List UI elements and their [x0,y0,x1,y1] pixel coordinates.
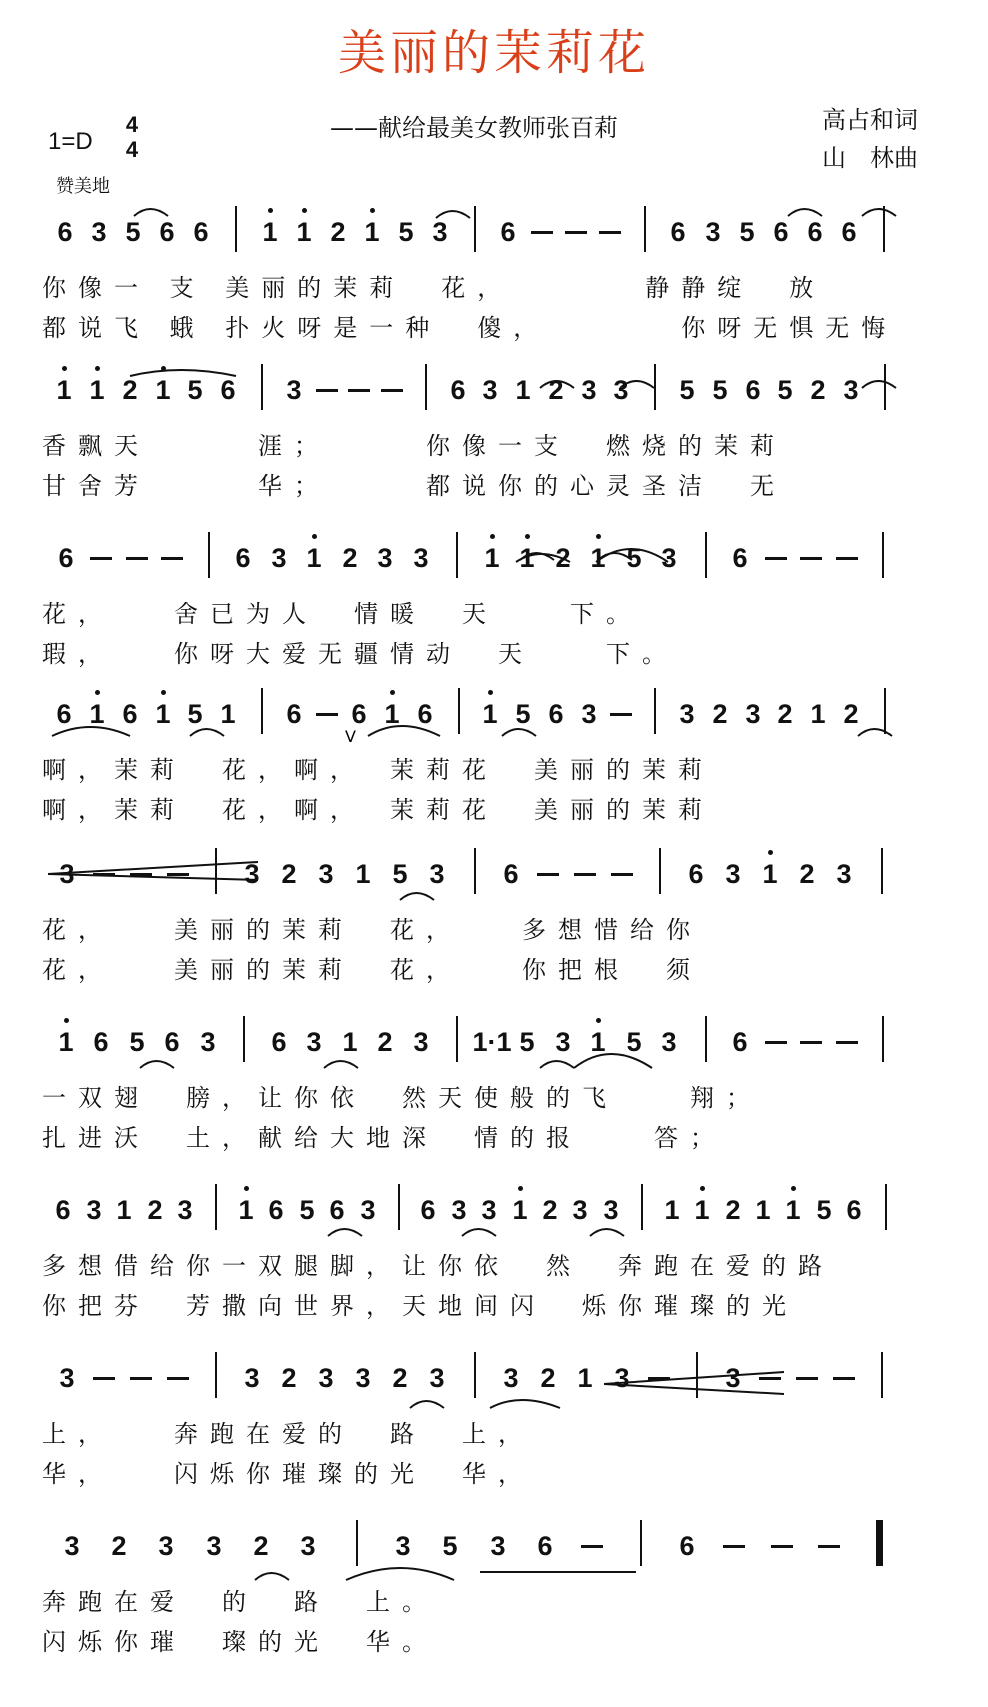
note-6: 6 [450,375,466,405]
note-5: 5 [299,1195,315,1225]
lyric-line: 花， 美丽的茉莉 花， 你把根 须 [42,956,702,984]
note-3: 3 [613,375,629,405]
note-1: 1 [664,1195,680,1225]
note-6: 6 [58,543,74,573]
note-1: 1 [54,372,74,408]
note-6: 6 [164,1027,180,1057]
note-6: 6 [537,1531,553,1561]
note-3: 3 [286,375,302,405]
note-6: 6 [500,217,516,247]
note-1: 1 [355,859,371,889]
note-3: 3 [725,1363,741,1393]
note-3: 3 [318,859,334,889]
note-3: 3 [318,1363,334,1393]
note-6: 6 [56,699,72,729]
lyric-line: 花， 美丽的茉莉 花， 多想惜给你 [42,916,702,944]
note-6: 6 [732,543,748,573]
note-3: 3 [200,1027,216,1057]
note-3: 3 [490,1531,506,1561]
note-3: 3 [59,859,75,889]
note-2: 2 [542,1195,558,1225]
note-1: 1 [56,1024,76,1060]
lyric-line: 上， 奔跑在爱的 路 上， [42,1420,534,1448]
note-2: 2 [122,375,138,405]
note-1: 1 [87,696,107,732]
note-6: 6 [122,699,138,729]
note-3: 3 [91,217,107,247]
note-2: 2 [392,1363,408,1393]
breath-mark: V [345,727,356,746]
note-5: 5 [626,543,642,573]
lyric-line: 啊，茉莉 花，啊， 茉莉花 美丽的茉莉 [42,796,714,824]
note-1: 1 [760,856,780,892]
note-1: 1 [87,372,107,408]
note-1: 1 [260,214,280,250]
note-3: 3 [503,1363,519,1393]
note-2: 2 [377,1027,393,1057]
key-signature: 1=D [48,128,93,155]
note-3: 3 [64,1531,80,1561]
note-3: 3 [86,1195,102,1225]
note-6: 6 [159,217,175,247]
note-5: 5 [816,1195,832,1225]
note-3: 3 [836,859,852,889]
note-2: 2 [548,375,564,405]
note-3: 3 [377,543,393,573]
lyric-line: 甘舍芳 华； 都说你的心灵圣洁 无 [42,472,786,500]
hairpin-crescendo [48,862,258,880]
note-3: 3 [745,699,761,729]
note-5: 5 [777,375,793,405]
note-6: 6 [732,1027,748,1057]
note-1: 1 [480,696,500,732]
lyric-line: 香飘天 涯； 你像一支 燃烧的茉莉 [42,432,786,460]
note-1: 1 [342,1027,358,1057]
note-6: 6 [220,375,236,405]
note-5: 5 [129,1027,145,1057]
note-3: 3 [843,375,859,405]
note-3: 3 [206,1531,222,1561]
note-3: 3 [572,1195,588,1225]
note-2: 2 [147,1195,163,1225]
note-1·1: 1·1 [472,1027,512,1057]
note-3: 3 [59,1363,75,1393]
note-6: 6 [286,699,302,729]
note-6: 6 [745,375,761,405]
note-2: 2 [330,217,346,247]
note-5: 5 [519,1027,535,1057]
note-6: 6 [846,1195,862,1225]
note-1: 1 [482,540,502,576]
song-title: 美丽的茉莉花 [337,25,650,81]
note-1: 1 [220,699,236,729]
note-5: 5 [712,375,728,405]
hairpin-crescendo [604,1372,784,1394]
lyric-line: 奔跑在爱 的 路 上。 [42,1588,438,1616]
note-3: 3 [555,1027,571,1057]
lyricist-credit: 高占和词 [822,106,918,134]
note-5: 5 [739,217,755,247]
note-6: 6 [420,1195,436,1225]
note-2: 2 [712,699,728,729]
note-5: 5 [626,1027,642,1057]
note-3: 3 [395,1531,411,1561]
note-3: 3 [244,1363,260,1393]
note-3: 3 [451,1195,467,1225]
note-6: 6 [503,859,519,889]
note-5: 5 [679,375,695,405]
note-6: 6 [688,859,704,889]
note-3: 3 [725,859,741,889]
note-3: 3 [581,699,597,729]
lyric-line: 你把芬 芳撒向世界，天地间闪 烁你璀璨的光 [42,1292,798,1320]
note-5: 5 [392,859,408,889]
note-6: 6 [268,1195,284,1225]
note-2: 2 [777,699,793,729]
note-1: 1 [577,1363,593,1393]
note-5: 5 [515,699,531,729]
note-6: 6 [773,217,789,247]
lyric-line: 多想借给你一双腿脚，让你依 然 奔跑在爱的路 [42,1252,834,1280]
note-1: 1 [153,372,173,408]
lyric-line: 你像一 支 美丽的茉莉 花， 静静绽 放 [42,274,826,302]
lyric-line: 瑕， 你呀大爱无疆情动 天 下。 [42,640,678,668]
note-1: 1 [236,1192,256,1228]
note-1: 1 [588,540,608,576]
note-1: 1 [382,696,402,732]
note-2: 2 [843,699,859,729]
dedication: ——献给最美女教师张百莉 [330,114,618,142]
note-2: 2 [281,859,297,889]
slurs [52,209,896,1580]
lyric-line: 扎进沃 土，献给大地深 情的报 答； [42,1124,726,1152]
note-1: 1 [783,1192,803,1228]
tempo-expression: 赞美地 [56,176,110,197]
note-2: 2 [342,543,358,573]
note-1: 1 [810,699,826,729]
note-3: 3 [603,1195,619,1225]
lyric-line: 一双翅 膀，让你依 然天使般的飞 翔； [42,1084,762,1112]
note-3: 3 [360,1195,376,1225]
note-3: 3 [413,1027,429,1057]
note-1: 1 [294,214,314,250]
note-3: 3 [271,543,287,573]
note-2: 2 [540,1363,556,1393]
note-3: 3 [306,1027,322,1057]
note-5: 5 [125,217,141,247]
note-6: 6 [679,1531,695,1561]
note-3: 3 [244,859,260,889]
note-6: 6 [417,699,433,729]
note-5: 5 [442,1531,458,1561]
lyric-line: 啊，茉莉 花，啊， 茉莉花 美丽的茉莉 [42,756,714,784]
note-3: 3 [614,1363,630,1393]
note-1: 1 [304,540,324,576]
note-3: 3 [413,543,429,573]
note-1: 1 [116,1195,132,1225]
note-6: 6 [807,217,823,247]
note-6: 6 [93,1027,109,1057]
note-1: 1 [362,214,382,250]
note-5: 5 [187,375,203,405]
note-6: 6 [271,1027,287,1057]
note-6: 6 [841,217,857,247]
time-signature-bottom: 4 [125,137,139,162]
note-3: 3 [300,1531,316,1561]
note-3: 3 [482,375,498,405]
composer-credit: 山 林曲 [822,144,918,172]
note-6: 6 [329,1195,345,1225]
note-3: 3 [481,1195,497,1225]
note-2: 2 [555,543,571,573]
note-6: 6 [548,699,564,729]
note-3: 3 [429,1363,445,1393]
note-2: 2 [725,1195,741,1225]
lyric-line: 华， 闪烁你璀璨的光 华， [42,1460,534,1488]
note-3: 3 [581,375,597,405]
note-5: 5 [187,699,203,729]
note-6: 6 [55,1195,71,1225]
note-3: 3 [158,1531,174,1561]
note-2: 2 [799,859,815,889]
note-6: 6 [235,543,251,573]
note-1: 1 [510,1192,530,1228]
lyric-line: 都说飞 蛾 扑火呀是一种 傻， 你呀无惧无悔 [42,314,898,342]
note-6: 6 [670,217,686,247]
note-6: 6 [193,217,209,247]
time-signature-top: 4 [125,112,139,137]
note-5: 5 [398,217,414,247]
note-3: 3 [429,859,445,889]
note-3: 3 [679,699,695,729]
note-6: 6 [351,699,367,729]
note-6: 6 [57,217,73,247]
note-3: 3 [705,217,721,247]
lyric-line: 花， 舍已为人 情暖 天 下。 [42,600,642,628]
note-2: 2 [810,375,826,405]
note-2: 2 [111,1531,127,1561]
lyric-line: 闪烁你璀 璨的光 华。 [42,1628,438,1656]
note-1: 1 [755,1195,771,1225]
note-3: 3 [355,1363,371,1393]
note-3: 3 [177,1195,193,1225]
note-3: 3 [661,1027,677,1057]
note-1: 1 [692,1192,712,1228]
note-2: 2 [253,1531,269,1561]
note-1: 1 [153,696,173,732]
note-1: 1 [588,1024,608,1060]
note-1: 1 [517,540,537,576]
note-1: 1 [515,375,531,405]
note-2: 2 [281,1363,297,1393]
note-3: 3 [432,217,448,247]
note-3: 3 [661,543,677,573]
